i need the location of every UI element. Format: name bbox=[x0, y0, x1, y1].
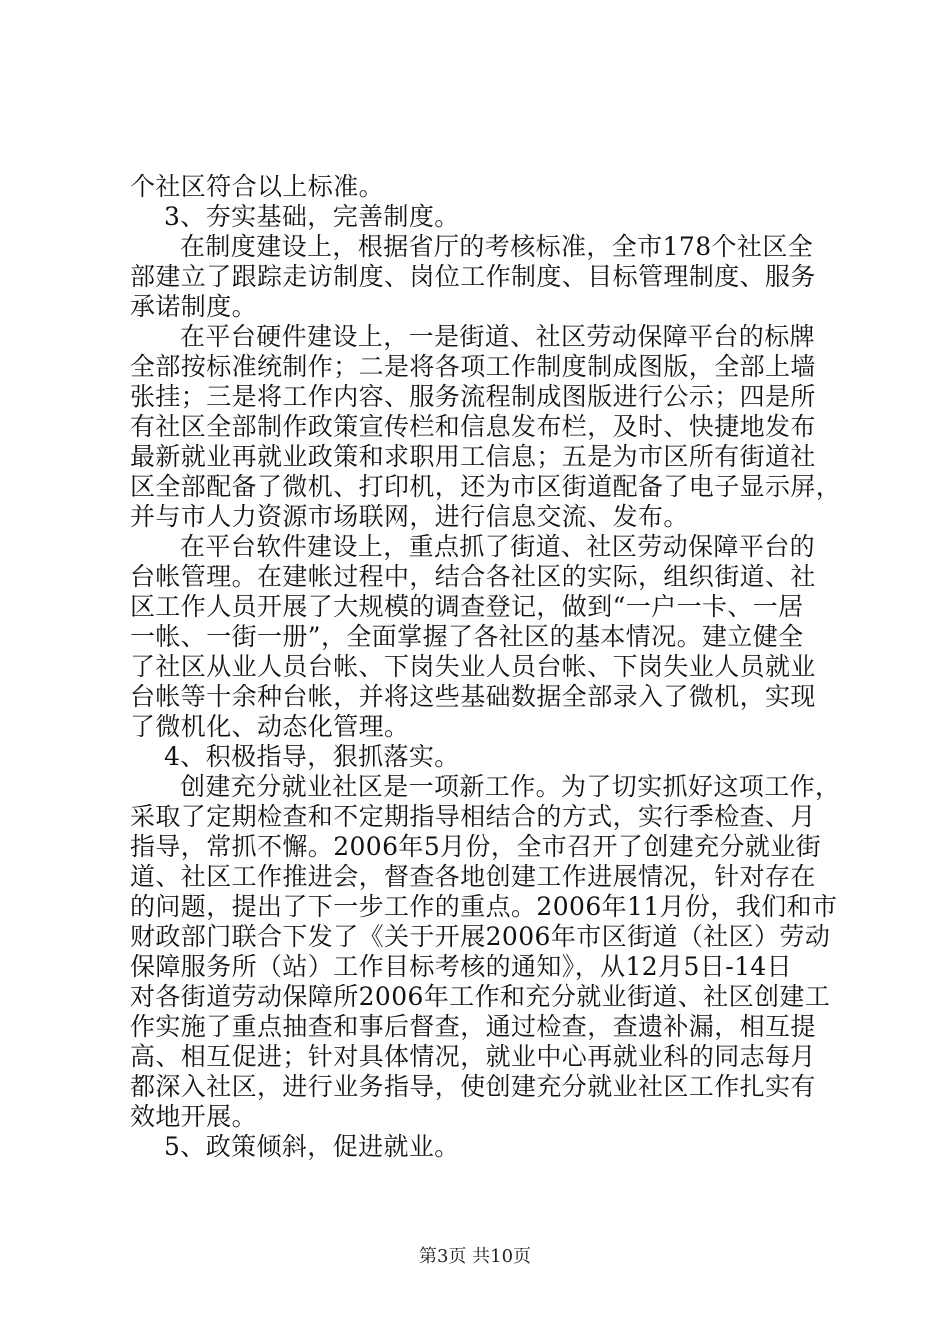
text-line: 了微机化、动态化管理。 bbox=[130, 712, 410, 741]
text-line: 有社区全部制作政策宣传栏和信息发布栏，及时、快捷地发布 bbox=[130, 412, 816, 441]
page-footer: 第3页 共10页 bbox=[418, 1246, 532, 1267]
text-line: 5、政策倾斜，促进就业。 bbox=[164, 1132, 460, 1161]
text-line: 指导，常抓不懈。2006年5月份，全市召开了创建充分就业街 bbox=[130, 832, 822, 861]
text-line: 全部按标准统制作；二是将各项工作制度制成图版，全部上墙 bbox=[130, 352, 816, 381]
text-line: 的问题，提出了下一步工作的重点。2006年11月份，我们和市 bbox=[130, 892, 838, 921]
text-line: 4、积极指导，狠抓落实。 bbox=[164, 742, 460, 771]
text-line: 高、相互促进；针对具体情况，就业中心再就业科的同志每月 bbox=[130, 1042, 816, 1071]
text-line: 区工作人员开展了大规模的调查登记，做到“一户一卡、一居 bbox=[130, 592, 804, 621]
text-line: 部建立了跟踪走访制度、岗位工作制度、目标管理制度、服务 bbox=[130, 262, 816, 291]
text-line: 个社区符合以上标准。 bbox=[130, 172, 385, 201]
text-line: 都深入社区，进行业务指导，使创建充分就业社区工作扎实有 bbox=[130, 1072, 816, 1101]
text-line: 在制度建设上，根据省厅的考核标准，全市178个社区全 bbox=[180, 232, 814, 261]
text-line: 采取了定期检查和不定期指导相结合的方式，实行季检查、月 bbox=[130, 802, 816, 831]
text-line: 了社区从业人员台帐、下岗失业人员台帐、下岗失业人员就业 bbox=[130, 652, 816, 681]
text-line: 保障服务所（站）工作目标考核的通知》，从12月5日-14日 bbox=[130, 952, 793, 981]
text-line: 一帐、一街一册”，全面掌握了各社区的基本情况。建立健全 bbox=[130, 622, 804, 651]
text-line: 张挂；三是将工作内容、服务流程制成图版进行公示；四是所 bbox=[130, 382, 816, 411]
text-line: 效地开展。 bbox=[130, 1102, 258, 1131]
document-body bbox=[130, 172, 842, 1162]
text-line: 在平台硬件建设上，一是街道、社区劳动保障平台的标牌 bbox=[180, 322, 816, 351]
text-line: 作实施了重点抽查和事后督查，通过检查，查遗补漏，相互提 bbox=[130, 1012, 816, 1041]
text-line: 区全部配备了微机、打印机，还为市区街道配备了电子显示屏， bbox=[130, 472, 842, 501]
text-line: 并与市人力资源市场联网，进行信息交流、发布。 bbox=[130, 502, 689, 531]
text-line: 最新就业再就业政策和求职用工信息；五是为市区所有街道社 bbox=[130, 442, 816, 471]
text-line: 创建充分就业社区是一项新工作。为了切实抓好这项工作， bbox=[180, 772, 841, 801]
text-line: 台帐管理。在建帐过程中，结合各社区的实际，组织街道、社 bbox=[130, 562, 816, 591]
text-line: 道、社区工作推进会，督查各地创建工作进展情况，针对存在 bbox=[130, 862, 816, 891]
text-line: 承诺制度。 bbox=[130, 292, 258, 321]
text-line: 台帐等十余种台帐，并将这些基础数据全部录入了微机，实现 bbox=[130, 682, 816, 711]
text-line: 在平台软件建设上，重点抓了街道、社区劳动保障平台的 bbox=[180, 532, 816, 561]
text-line: 财政部门联合下发了《关于开展2006年市区街道（社区）劳动 bbox=[130, 922, 831, 951]
text-line: 3、夯实基础，完善制度。 bbox=[164, 202, 460, 231]
text-line: 对各街道劳动保障所2006年工作和充分就业街道、社区创建工 bbox=[130, 982, 831, 1011]
